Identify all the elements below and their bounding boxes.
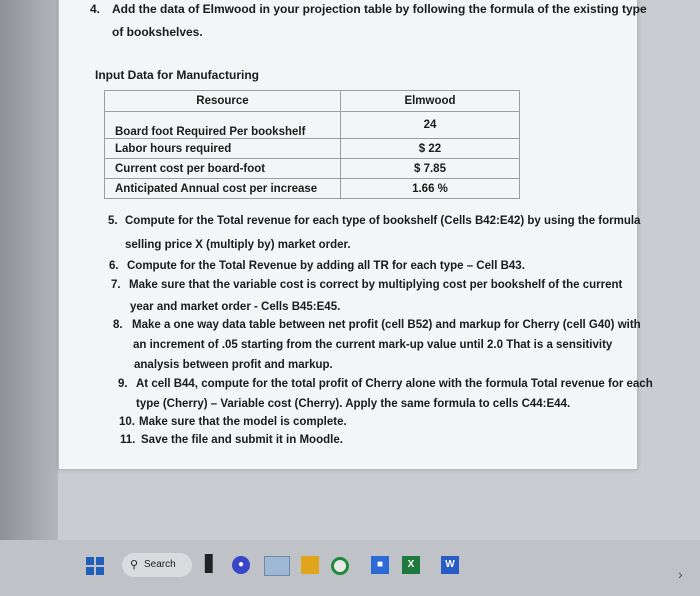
value-cell: $ 22 [341, 139, 520, 159]
table-row [105, 112, 520, 139]
chevron-icon[interactable]: › [678, 566, 683, 582]
item-4-text: Add the data of Elmwood in your projection table by following the formula of the existing type [112, 2, 647, 16]
step-9-text-cont: type (Cherry) – Variable cost (Cherry). Apply the same formula to cells C44:E44. [136, 398, 571, 410]
header-elmwood: Elmwood [341, 91, 520, 112]
file-explorer-icon[interactable]: ▋ [204, 556, 218, 573]
resource-cell: Board foot Required Per bookshelf [105, 112, 341, 139]
step-9-text: At cell B44, compute for the total profit of Cherry alone with the formula Total revenue for each [136, 378, 653, 390]
step-10-number: 10. [119, 416, 135, 428]
table-row [105, 159, 520, 179]
step-5-text: Compute for the Total revenue for each type of bookshelf (Cells B42:E42) by using the formula [125, 215, 641, 227]
table-row [105, 179, 520, 199]
step-8-text-cont: an increment of .05 starting from the current mark-up value until 2.0 That is a sensitivity [133, 339, 613, 351]
resource-cell: Anticipated Annual cost per increase [105, 179, 341, 199]
step-5-number: 5. [108, 215, 118, 227]
word-icon[interactable]: W [441, 556, 459, 574]
value-cell: 24 [341, 112, 520, 139]
step-8-text-cont2: analysis between profit and markup. [134, 359, 333, 371]
value-cell: $ 7.85 [341, 159, 520, 179]
table-header-row [105, 91, 520, 112]
chat-icon[interactable]: ● [232, 556, 250, 574]
step-7-number: 7. [111, 279, 121, 291]
step-5-text-cont: selling price X (multiply by) market order. [125, 239, 351, 251]
step-10-text: Make sure that the model is complete. [139, 416, 347, 428]
item-4-number: 4. [90, 2, 101, 16]
chrome-icon[interactable] [331, 557, 349, 575]
taskbar-search[interactable] [122, 553, 192, 577]
header-resource: Resource [105, 91, 341, 112]
step-8-text: Make a one way data table between net profit (cell B52) and markup for Cherry (cell G40) with [132, 319, 641, 331]
step-11-text: Save the file and submit it in Moodle. [141, 434, 343, 446]
step-8-number: 8. [113, 319, 123, 331]
photos-icon[interactable] [264, 556, 290, 576]
step-6-text: Compute for the Total Revenue by adding all TR for each type – Cell B43. [127, 260, 525, 272]
search-icon: ⚲ [130, 559, 139, 571]
step-7-text-cont: year and market order - Cells B45:E45. [130, 301, 341, 313]
value-cell: 1.66 % [341, 179, 520, 199]
store-icon[interactable]: ■ [371, 556, 389, 574]
input-data-heading: Input Data for Manufacturing [95, 68, 259, 82]
resource-cell: Labor hours required [105, 139, 341, 159]
screen-left-edge [0, 0, 58, 540]
taskbar [0, 540, 700, 596]
excel-icon[interactable]: X [402, 556, 420, 574]
resource-cell: Current cost per board-foot [105, 159, 341, 179]
search-label: Search [144, 559, 176, 570]
item-4-text-cont: of bookshelves. [112, 25, 203, 39]
step-7-text: Make sure that the variable cost is correct by multiplying cost per bookshelf of the current [129, 279, 623, 291]
step-11-number: 11. [120, 434, 136, 446]
input-data-table [104, 90, 520, 199]
table-row [105, 139, 520, 159]
step-6-number: 6. [109, 260, 119, 272]
windows-icon[interactable] [86, 557, 104, 575]
folder-icon[interactable] [301, 556, 319, 574]
step-9-number: 9. [118, 378, 128, 390]
